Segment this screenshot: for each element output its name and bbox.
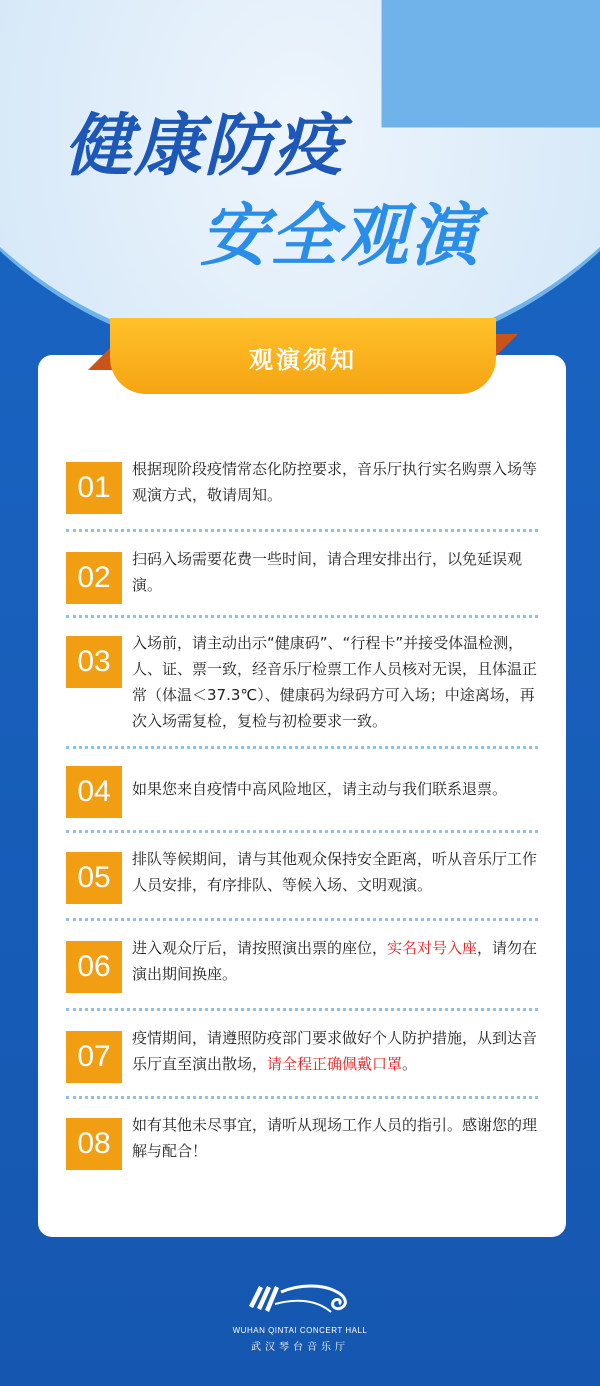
item-text (132, 1025, 542, 1077)
section-ribbon (88, 318, 518, 398)
qintai-logo-icon (245, 1282, 355, 1320)
item-text: 如有其他未尽事宜，请听从现场工作人员的指引。感谢您的理解与配合！ (132, 1116, 538, 1160)
logo-english-name: WUHAN QINTAI CONCERT HALL (232, 1326, 368, 1335)
item-number: 06 (66, 941, 122, 993)
item-number: 04 (66, 766, 122, 818)
item-number: 01 (66, 462, 122, 514)
item-text-part: 。 (402, 1055, 418, 1073)
ribbon-banner (110, 318, 496, 394)
item-text: 排队等候期间，请与其他观众保持安全距离，听从音乐厅工作人员安排，有序排队、等候入场、文明观演。 (132, 850, 538, 894)
dotted-divider (66, 830, 538, 833)
item-number: 03 (66, 636, 122, 688)
dotted-divider (66, 746, 538, 749)
item-text: 扫码入场需要花费一些时间，请合理安排出行，以免延误观演。 (132, 550, 523, 594)
dotted-divider (66, 1096, 538, 1099)
dotted-divider (66, 529, 538, 532)
item-text (132, 935, 542, 987)
item-number: 05 (66, 852, 122, 904)
dotted-divider (66, 918, 538, 921)
item-number: 08 (66, 1118, 122, 1170)
item-text: 如果您来自疫情中高风险地区，请主动与我们联系退票。 (132, 780, 508, 798)
item-number: 02 (66, 552, 122, 604)
item-number: 07 (66, 1031, 122, 1083)
item-text-part: ，请勿在演出期间换座。 (132, 939, 538, 983)
dotted-divider (66, 615, 538, 618)
highlight-text: 实名对号入座 (387, 939, 478, 957)
item-text-part: 疫情期间，请遵照防疫部门要求做好个人防护措施，从到达音乐厅直至演出散场， (132, 1029, 538, 1073)
dotted-divider (66, 1008, 538, 1011)
item-text: 入场前，请主动出示“健康码”、“行程卡”并接受体温检测，人、证、票一致，经音乐厅检票工作人员核对无误，且体温正常（体温＜37.3℃）、健康码为绿码方可入场；中途离场，再次入场需复检，复检与初检要求一致。 (132, 634, 538, 730)
section-title: 观演须知 (249, 346, 357, 374)
logo-chinese-name: 武汉琴台音乐厅 (251, 1342, 349, 1353)
item-text: 根据现阶段疫情常态化防控要求，音乐厅执行实名购票入场等观演方式，敬请周知。 (132, 460, 538, 504)
highlight-text: 请全程正确佩戴口罩 (267, 1055, 403, 1073)
item-text-part: 进入观众厅后，请按照演出票的座位， (132, 939, 388, 957)
title-line-2: 安全观演 (200, 197, 481, 276)
concert-hall-logo (230, 1282, 370, 1353)
title-line-1: 健康防疫 (64, 107, 345, 186)
